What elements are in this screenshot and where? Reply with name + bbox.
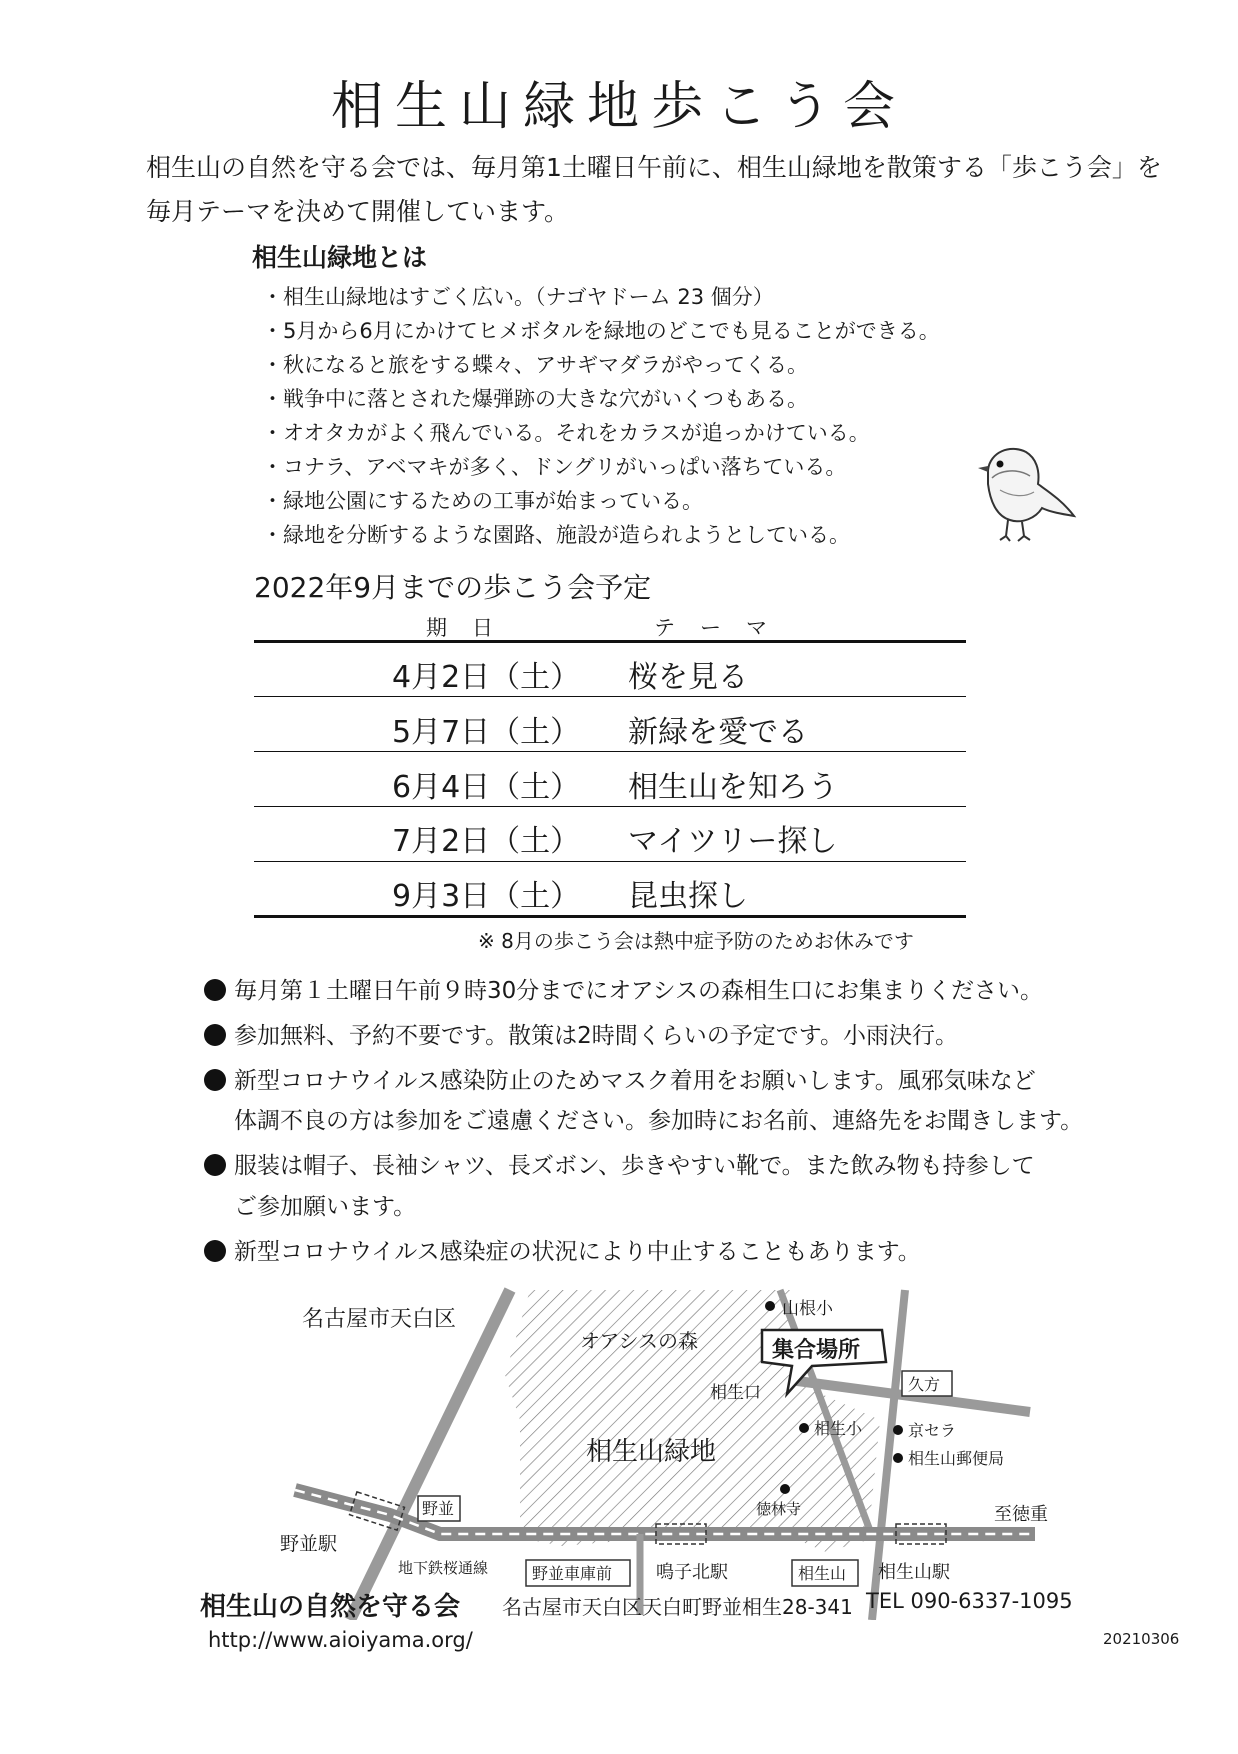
info-item-continued: ご参加願います。 [234, 1194, 417, 1220]
schedule-theme: 新緑を愛でる [628, 715, 808, 750]
yamane-school-label: 山根小 [782, 1299, 833, 1318]
about-heading: 相生山緑地とは [252, 243, 428, 272]
intro-line: 毎月テーマを決めて開催しています。 [146, 197, 570, 226]
table-bottom-rule [254, 915, 966, 918]
schedule-date: 9月3日（土） [392, 879, 581, 914]
schedule-theme: 桜を見る [628, 660, 748, 695]
bullet-icon [204, 1069, 226, 1091]
bullet-icon [204, 1154, 226, 1176]
info-item: 新型コロナウイルス感染症の状況により中止することもあります。 [204, 1233, 921, 1266]
about-item: ・相生山緑地はすごく広い。（ナゴヤドーム 23 個分） [262, 285, 774, 309]
about-item: ・緑地公園にするための工事が始まっている。 [262, 489, 703, 513]
meeting-point-label: 集合場所 [772, 1337, 861, 1362]
table-row-divider [254, 861, 966, 862]
aioi-school-marker [799, 1423, 809, 1433]
info-item-continued: 体調不良の方は参加をご遠慮ください。参加時にお名前、連絡先をお聞きします。 [234, 1108, 1084, 1134]
subway-line-label: 地下鉄桜通線 [398, 1560, 489, 1577]
schedule-date: 7月2日（土） [392, 824, 581, 859]
kyocera-marker [893, 1425, 903, 1435]
table-row-divider [254, 696, 966, 697]
table-row-divider [254, 806, 966, 807]
aioiyama-box-label: 相生山 [798, 1566, 847, 1583]
table-top-rule [254, 640, 966, 643]
about-item: ・戦争中に落とされた爆弾跡の大きな穴がいくつもある。 [262, 387, 808, 411]
kyocera-label: 京セラ [908, 1423, 957, 1440]
info-item: 参加無料、予約不要です。散策は2時間くらいの予定です。小雨決行。 [204, 1017, 958, 1050]
yamane-school-marker [765, 1301, 775, 1311]
about-item: ・コナラ、アベマキが多く、ドングリがいっぱい落ちている。 [262, 455, 847, 479]
aioi-gate-label: 相生口 [710, 1383, 761, 1402]
greenbelt-label: 相生山緑地 [586, 1436, 717, 1466]
schedule-date: 5月7日（土） [392, 715, 581, 750]
info-item: 服装は帽子、長袖シャツ、長ズボン、歩きやすい靴で。また飲み物も持参して [204, 1147, 1035, 1180]
about-item: ・緑地を分断するような園路、施設が造られようとしている。 [262, 523, 850, 547]
column-header-date: 期 日 [426, 616, 495, 640]
column-header-theme: テ ー マ [654, 616, 769, 640]
nonami-box-label: 野並 [422, 1501, 455, 1518]
org-url-link[interactable]: http://www.aioiyama.org/ [208, 1628, 473, 1652]
ward-label: 名古屋市天白区 [302, 1306, 457, 1331]
post-office-label: 相生山郵便局 [908, 1451, 1005, 1468]
bullet-icon [204, 1024, 226, 1046]
schedule-theme: マイツリー探し [628, 824, 838, 859]
bird-illustration [970, 440, 1090, 550]
schedule-note: ※ 8月の歩こう会は熱中症予防のためお休みです [478, 929, 914, 953]
to-tokushige-label: 至徳重 [994, 1504, 1048, 1524]
info-item: 新型コロナウイルス感染防止のためマスク着用をお願いします。風邪気味など [204, 1062, 1036, 1095]
aioiyama-station-label: 相生山駅 [878, 1562, 950, 1582]
narukokita-station-label: 鳴子北駅 [656, 1562, 728, 1582]
kukata-label: 久方 [908, 1377, 941, 1394]
oasis-forest-label: オアシスの森 [580, 1331, 698, 1353]
nonami-depot-label: 野並車庫前 [532, 1566, 613, 1583]
org-tel: TEL 090-6337-1095 [866, 1589, 1073, 1613]
post-office-marker [893, 1453, 903, 1463]
org-address: 名古屋市天白区天白町野並相生28-341 [502, 1595, 853, 1619]
nonami-station-label: 野並駅 [280, 1534, 338, 1555]
page-title: 相生山緑地歩こう会 [330, 77, 907, 137]
schedule-date: 4月2日（土） [392, 660, 581, 695]
tokurinji-label: 徳林寺 [756, 1501, 802, 1518]
table-row-divider [254, 751, 966, 752]
about-item: ・秋になると旅をする蝶々、アサギマダラがやってくる。 [262, 353, 808, 377]
schedule-theme: 昆虫探し [628, 879, 748, 914]
aioi-school-label: 相生小 [814, 1421, 863, 1438]
access-map [0, 1280, 1238, 1620]
document-code: 20210306 [1103, 1630, 1180, 1648]
bullet-icon [204, 1240, 226, 1262]
about-item: ・5月から6月にかけてヒメボタルを緑地のどこでも見ることができる。 [262, 319, 940, 343]
schedule-date: 6月4日（土） [392, 770, 581, 805]
intro-line: 相生山の自然を守る会では、毎月第1土曜日午前に、相生山緑地を散策する「歩こう会」を [146, 153, 1162, 182]
org-name: 相生山の自然を守る会 [200, 1592, 461, 1622]
tokurinji-marker [780, 1484, 790, 1494]
schedule-theme: 相生山を知ろう [628, 770, 838, 805]
info-item: 毎月第１土曜日午前９時30分までにオアシスの森相生口にお集まりください。 [204, 972, 1043, 1005]
schedule-heading: 2022年9月までの歩こう会予定 [254, 571, 652, 604]
about-item: ・オオタカがよく飛んでいる。それをカラスが追っかけている。 [262, 421, 870, 445]
bullet-icon [204, 979, 226, 1001]
